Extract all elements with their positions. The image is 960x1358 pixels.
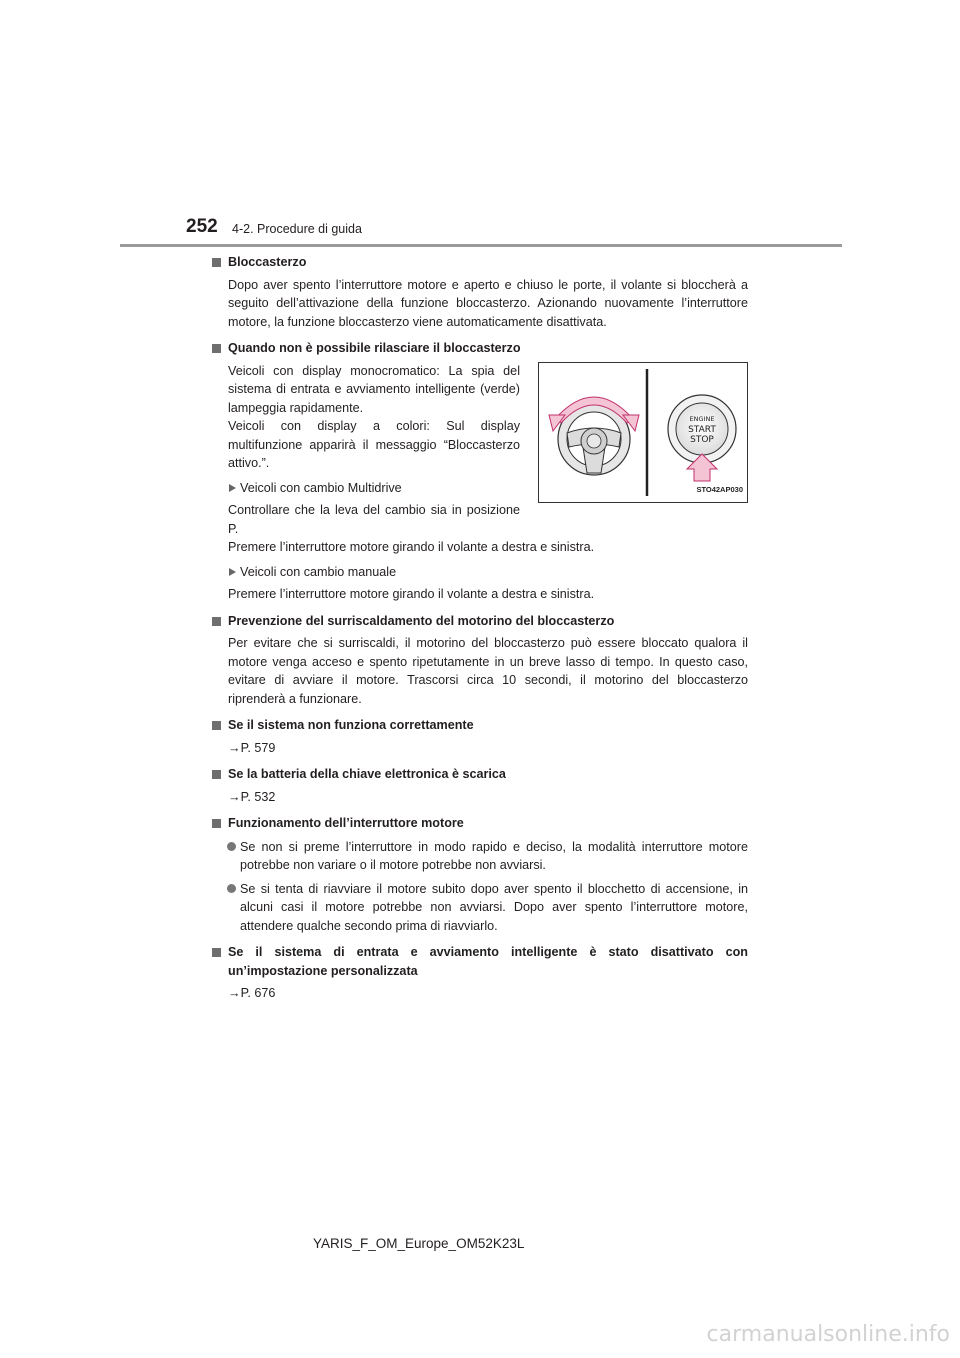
round-bullet-icon bbox=[227, 842, 236, 851]
rilascio-block bbox=[210, 358, 748, 557]
paragraph-bloccasterzo: Dopo aver spento l’interruttore motore e aperto e chiuso le porte, il volante si bloccherà a seguito dell’attivazione della funzione bloccasterzo. Azionando nuovamente l’interruttore motore, la funzione bloccasterzo viene automaticamente disattivata. bbox=[228, 277, 748, 329]
paragraph-manuale: Premere l’interruttore motore girando il volante a destra e sinistra. bbox=[228, 587, 595, 601]
heading-bloccasterzo: Bloccasterzo bbox=[210, 253, 748, 272]
heading-disattivato: Se il sistema di entrata e avviamento intelligente è stato disattivato con un’impostazione personalizzata bbox=[210, 943, 748, 980]
paragraph-monochrome: Veicoli con display monocromatico: La spia del sistema di entrata e avviamento intelligente (verde) lampeggia rapidamente. bbox=[228, 363, 520, 415]
button-label-stop: STOP bbox=[690, 434, 714, 445]
watermark: carmanualsonline.info bbox=[706, 1322, 950, 1347]
page-content bbox=[210, 253, 748, 1003]
heading-rilascio: Quando non è possibile rilasciare il bloccasterzo bbox=[210, 339, 748, 358]
section-title: 4-2. Procedure di guida bbox=[232, 222, 362, 236]
square-bullet-icon bbox=[212, 770, 221, 779]
square-bullet-icon bbox=[212, 617, 221, 626]
square-bullet-icon bbox=[212, 948, 221, 957]
start-stop-button-icon bbox=[668, 395, 736, 463]
button-label-engine: ENGINE bbox=[689, 414, 715, 423]
heading-funzionamento: Funzionamento dell’interruttore motore bbox=[210, 814, 748, 833]
square-bullet-icon bbox=[212, 721, 221, 730]
triangle-bullet-icon bbox=[229, 568, 236, 576]
list-item: Se si tenta di riavviare il motore subito dopo aver spento il blocchetto di accensione, in alcuni casi il motore potrebbe non avviarsi. Dopo aver spento l’interruttore motore, attendere qualche secondo prima di riavviarlo. bbox=[210, 880, 748, 936]
paragraph-prevenzione: Per evitare che si surriscaldi, il motorino del bloccasterzo può essere bloccato qualora il motore venga acceso e spento ripetutamente in un breve lasso di tempo. In questo caso, evitare di avviare il motore. Trascorsi circa 10 secondi, il motorino del bloccasterzo riprenderà a funzionare. bbox=[228, 636, 748, 706]
document-footer: YARIS_F_OM_Europe_OM52K23L bbox=[313, 1236, 525, 1251]
page-number: 252 bbox=[186, 216, 218, 237]
paragraph-color-display: Veicoli con display a colori: Sul display multifunzione apparirà il messaggio “Bloccasterzo attivo.”. bbox=[228, 419, 520, 470]
triangle-bullet-icon bbox=[229, 484, 236, 492]
button-label-start: START bbox=[688, 424, 716, 435]
figure-code: STO42AP030 bbox=[696, 485, 743, 494]
heading-non-funziona: Se il sistema non funziona correttamente bbox=[210, 716, 748, 735]
list-item: Se non si preme l’interruttore in modo rapido e deciso, la modalità interruttore motore potrebbe non variare o il motore potrebbe non avviarsi. bbox=[210, 838, 748, 875]
page-reference-579[interactable]: →P. 579 bbox=[228, 740, 276, 755]
header-rule bbox=[120, 244, 842, 247]
square-bullet-icon bbox=[212, 344, 221, 353]
heading-batteria: Se la batteria della chiave elettronica è scarica bbox=[210, 765, 748, 784]
page-reference-676[interactable]: →P. 676 bbox=[228, 986, 276, 1000]
page-reference-532[interactable]: →P. 532 bbox=[228, 789, 276, 804]
sub-heading-manuale: Veicoli con cambio manuale bbox=[210, 563, 748, 582]
paragraph-multidrive-1: Controllare che la leva del cambio sia in posizione P. bbox=[228, 503, 520, 536]
square-bullet-icon bbox=[212, 258, 221, 267]
round-bullet-icon bbox=[227, 884, 236, 893]
heading-prevenzione: Prevenzione del surriscaldamento del motorino del bloccasterzo bbox=[210, 612, 748, 631]
sub-heading-multidrive: Veicoli con cambio Multidrive bbox=[210, 479, 748, 498]
paragraph-multidrive-2: Premere l’interruttore motore girando il volante a destra e sinistra. bbox=[228, 540, 595, 554]
square-bullet-icon bbox=[212, 819, 221, 828]
